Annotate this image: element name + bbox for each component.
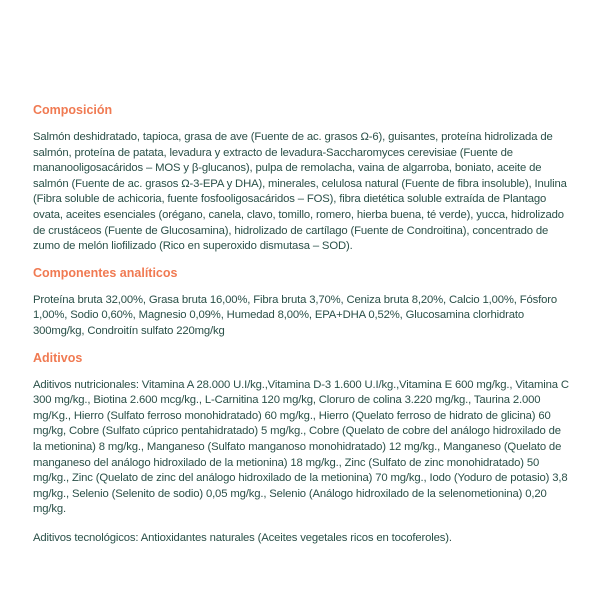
aditivos-heading: Aditivos	[33, 350, 83, 365]
componentes-heading: Componentes analíticos	[33, 265, 178, 280]
aditivos-tecnologicos-text: Aditivos tecnológicos: Antioxidantes naturales (Aceites vegetales ricos en tocoferoles).	[33, 531, 452, 544]
componentes-text: Proteína bruta 32,00%, Grasa bruta 16,00%, Fibra bruta 3,70%, Ceniza bruta 8,20%, Calcio 1,00%, Fósforo 1,00%, Sodio 0,60%, Magnesio 0,09%, Humedad 8,00%, EPA+DHA 0,52%, Glucosamina clorhidrato 300mg/kg, Condroitín sulfato 220mg/kg	[33, 293, 557, 337]
aditivos-nutricionales-text: Aditivos nutricionales: Vitamina A 28.000 U.I/kg.,Vitamina D-3 1.600 U.I/kg.,Vitamina E 600 mg/kg., Vitamina C 300 mg/kg., Biotina 2.600 mcg/kg., L-Carnitina 120 mg/kg, Cloruro de colina 3.220 mg/kg., Taurina 2.000 mg/Kg., Hierro (Sulfato ferroso monohidratado) 60 mg/kg., Hierro (Quelato ferroso de hidrato de glicina) 60 mg/kg, Cobre (Sulfato cúprico pentahidratado) 5 mg/kg., Cobre (Quelato de cobre del análogo hidroxilado de la metionina) 8 mg/kg., Manganeso (Sulfato manganoso monohidratado) 12 mg/kg., Manganeso (Quelato de manganeso del análogo hidroxilado de la metionina) 18 mg/kg., Zinc (Sulfato de zinc monohidratado) 50 mg/kg., Zinc (Quelato de zinc del análogo hidroxilado de la metionina) 70 mg/kg., Iodo (Yoduro de potasio) 3,8 mg/kg., Selenio (Selenito de sodio) 0,05 mg/kg., Selenio (Análogo hidroxilado de la selenometionina) 0,20 mg/kg.	[33, 378, 569, 516]
composicion-text: Salmón deshidratado, tapioca, grasa de ave (Fuente de ac. grasos Ω-6), guisantes, proteína hidrolizada de salmón, proteína de patata, levadura y extracto de levadura-Saccharomyces cerevisiae (Fuente de mananooligosacáridos – MOS y β-glucanos), pulpa de remolacha, vaina de algarroba, boniato, aceite de salmón (Fuente de ac. grasos Ω-3-EPA y DHA), minerales, celulosa natural (Fuente de fibra insoluble), Inulina (Fibra soluble de achicoria, fuente fosfooligosacáridos – FOS), fibra dietética soluble extraída de Plantago ovata, aceites esenciales (orégano, canela, clavo, tomillo, romero, hierba buena, té verde), yucca, hidrolizado de crustáceos (Fuente de Glucosamina), hidrolizado de cartílago (Fuente de Condroitina), concentrado de zumo de melón liofilizado (Rico en superoxido dismutasa – SOD).	[33, 131, 567, 253]
composicion-heading: Composición	[33, 103, 113, 117]
product-info-content	[33, 103, 569, 546]
